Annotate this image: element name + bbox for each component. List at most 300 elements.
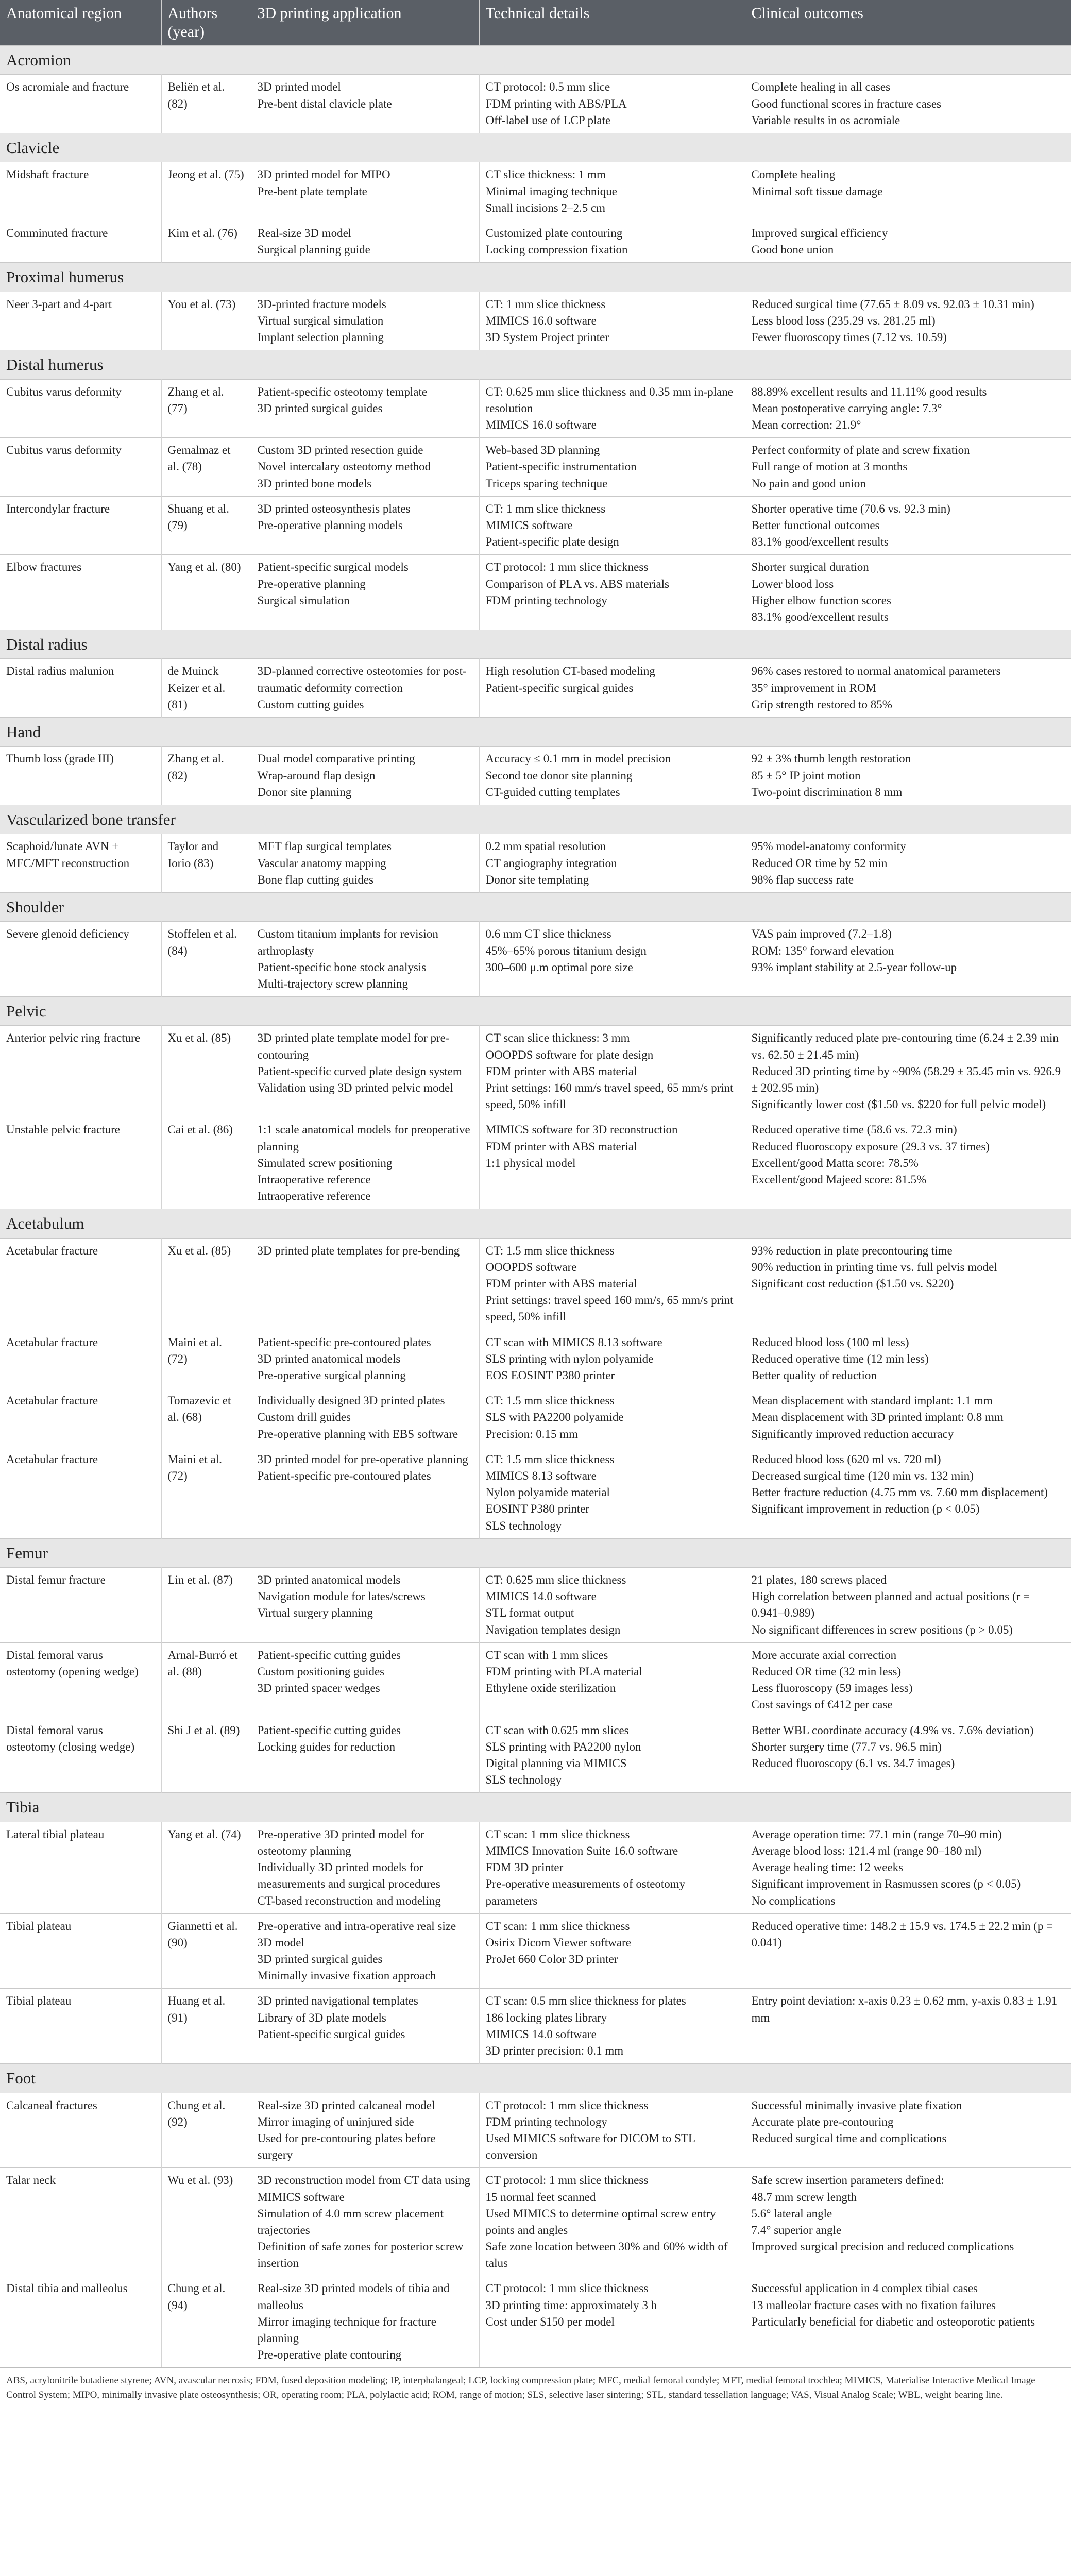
outcomes-cell [745,162,1071,221]
cell-line: Better quality of reduction [751,1369,877,1382]
table-row [0,1822,1071,1913]
cell-line: Significantly reduced plate pre-contouring time (6.24 ± 2.39 min vs. 62.50 ± 21.45 min) [751,1031,1059,1061]
cell-line: FDM printer with ABS material [485,1064,637,1078]
cell-line: Lin et al. (87) [167,1573,233,1587]
cell-line: Minimal imaging technique [485,184,618,198]
cell-line: 3D printer precision: 0.1 mm [485,2044,624,2057]
cell-line: 0.6 mm CT slice thickness [485,927,611,941]
table-row [0,496,1071,555]
cell-line: Donor site templating [485,873,589,886]
cell-line: Successful minimally invasive plate fixation [751,2098,962,2112]
cell-line: MIMICS software for 3D reconstruction [485,1123,678,1137]
cell-line: Customized plate contouring [485,226,623,240]
cell-line: Validation using 3D printed pelvic model [257,1081,453,1095]
cell-line: No complications [751,1894,836,1907]
cell-line: Pre-operative and intra-operative real size 3D model [257,1919,456,1949]
cell-line: Library of 3D plate models [257,2011,386,2024]
section-title: Foot [0,2064,1071,2093]
section-title: Distal humerus [0,350,1071,379]
application-cell [251,659,479,718]
cell-line: 3D printed plate template model for pre-contouring [257,1031,450,1061]
header-clinical-outcomes: Clinical outcomes [745,0,1071,46]
section-row [0,805,1071,834]
cell-line: Chung et al. (92) [167,2098,226,2128]
application-cell [251,1388,479,1447]
cell-line: 7.4° superior angle [751,2223,842,2236]
cell-line: Average blood loss: 121.4 ml (range 90–180 ml) [751,1844,982,1857]
cell-line: Distal tibia and malleolus [6,2282,128,2295]
table-row [0,1989,1071,2064]
cell-line: OOOPDS software for plate design [485,1048,654,1061]
cell-line: Significantly lower cost ($1.50 vs. $220 for full pelvic model) [751,1098,1046,1111]
cell-line: CT: 1 mm slice thickness [485,502,606,515]
cell-line: Significant cost reduction ($1.50 vs. $220) [751,1277,954,1291]
cell-line: EOSINT P380 printer [485,1502,589,1516]
cell-line: Decreased surgical time (120 min vs. 132 min) [751,1469,974,1482]
cell-line: Simulation of 4.0 mm screw placement trajectories [257,2207,444,2236]
cell-line: Significantly improved reduction accuracy [751,1427,954,1440]
authors-cell [161,1388,251,1447]
table-row [0,1642,1071,1718]
cell-line: Virtual surgery planning [257,1606,373,1620]
region-cell [0,1117,161,1209]
cell-line: CT: 1 mm slice thickness [485,297,606,311]
application-cell [251,2093,479,2168]
cell-line: Particularly beneficial for diabetic and osteoporotic patients [751,2315,1035,2328]
cell-line: 300–600 μ.m optimal pore size [485,960,633,974]
application-cell [251,1568,479,1643]
region-cell [0,1388,161,1447]
cell-line: Pre-operative planning with EBS software [257,1427,458,1440]
cell-line: Osirix Dicom Viewer software [485,1936,631,1949]
cell-line: 3D reconstruction model from CT data using MIMICS software [257,2174,470,2204]
outcomes-cell [745,747,1071,805]
cell-line: 3D printed model [257,80,341,94]
cell-line: Calcaneal fractures [6,2098,97,2112]
technical-cell [479,1117,745,1209]
technical-cell [479,1238,745,1330]
application-cell [251,834,479,893]
cell-line: Distal femoral varus osteotomy (opening wedge) [6,1648,139,1679]
cell-line: Safe screw insertion parameters defined: [751,2174,944,2187]
cell-line: Tibial plateau [6,1994,72,2008]
cell-line: 3D-planned corrective osteotomies for post-traumatic deformity correction [257,665,467,694]
cell-line: Mean postoperative carrying angle: 7.3° [751,401,942,415]
cell-line: FDM printing technology [485,594,607,607]
cell-line: 5.6° lateral angle [751,2207,832,2220]
cell-line: Patient-specific osteotomy template [257,385,428,398]
cell-line: Real-size 3D printed calcaneal model [257,2098,435,2112]
cell-line: Less fluoroscopy (59 images less) [751,1682,913,1695]
cell-line: 93% implant stability at 2.5-year follow-up [751,960,957,974]
authors-cell [161,2093,251,2168]
cell-line: Stoffelen et al. (84) [167,927,237,957]
cell-line: VAS pain improved (7.2–1.8) [751,927,892,941]
cell-line: 3D printed navigational templates [257,1994,418,2008]
cell-line: Individually 3D printed models for measurements and surgical procedures [257,1861,440,1891]
application-cell [251,496,479,555]
cell-line: FDM printing technology [485,2115,607,2128]
cell-line: Two-point discrimination 8 mm [751,785,903,799]
region-cell [0,1989,161,2064]
table-row [0,747,1071,805]
section-title: Clavicle [0,133,1071,162]
application-cell [251,1718,479,1793]
cell-line: MIMICS 16.0 software [485,418,597,431]
authors-cell [161,1822,251,1913]
authors-cell [161,1026,251,1117]
cell-line: Severe glenoid deficiency [6,927,129,941]
cell-line: Kim et al. (76) [167,226,237,240]
cell-line: Distal femur fracture [6,1573,106,1587]
application-cell [251,75,479,133]
cell-line: Digital planning via MIMICS [485,1756,627,1770]
cell-line: Dual model comparative printing [257,752,415,766]
technical-cell [479,834,745,893]
cell-line: Yang et al. (74) [167,1827,241,1841]
cell-line: Zhang et al. (82) [167,752,224,782]
cell-line: Pre-operative measurements of osteotomy parameters [485,1877,686,1907]
region-cell [0,1026,161,1117]
cell-line: MIMICS 14.0 software [485,2027,597,2041]
region-cell [0,834,161,893]
cell-line: Small incisions 2–2.5 cm [485,201,606,214]
cell-line: MIMICS Innovation Suite 16.0 software [485,1844,678,1857]
cell-line: 15 normal feet scanned [485,2190,596,2204]
technical-cell [479,922,745,997]
cell-line: You et al. (73) [167,297,236,311]
cell-line: Mean correction: 21.9° [751,418,861,431]
cell-line: Pre-bent plate template [257,184,367,198]
table-row [0,379,1071,438]
technical-cell [479,1642,745,1718]
cell-line: Mirror imaging of uninjured side [257,2115,414,2128]
cell-line: Distal femoral varus osteotomy (closing wedge) [6,1723,135,1753]
application-cell [251,1026,479,1117]
cell-line: CT: 1.5 mm slice thickness [485,1244,615,1257]
cell-line: Unstable pelvic fracture [6,1123,120,1137]
cell-line: CT: 0.625 mm slice thickness and 0.35 mm in-plane resolution [485,385,734,415]
cell-line: FDM printing with ABS/PLA [485,97,627,110]
cell-line: More accurate axial correction [751,1648,897,1662]
cell-line: Acetabular fracture [6,1394,98,1408]
technical-cell [479,1822,745,1913]
cell-line: Reduced fluoroscopy exposure (29.3 vs. 37 times) [751,1140,990,1153]
authors-cell [161,2276,251,2367]
technical-cell [479,555,745,630]
region-cell [0,1330,161,1388]
cell-line: Bone flap cutting guides [257,873,373,886]
region-cell [0,922,161,997]
section-row [0,46,1071,75]
cell-line: MFT flap surgical templates [257,840,392,853]
cell-line: Shuang et al. (79) [167,502,229,532]
cell-line: 85 ± 5° IP joint motion [751,769,861,782]
technical-cell [479,1447,745,1538]
cell-line: Shorter surgery time (77.7 vs. 96.5 min) [751,1740,942,1753]
table-row [0,1447,1071,1538]
authors-cell [161,292,251,350]
section-row [0,263,1071,292]
cell-line: ROM: 135° forward elevation [751,944,894,957]
cell-line: Complete healing [751,168,836,181]
cell-line: CT scan: 1 mm slice thickness [485,1919,630,1933]
cell-line: FDM 3D printer [485,1861,564,1874]
application-cell [251,438,479,497]
cell-line: Reduced OR time (32 min less) [751,1665,902,1679]
cell-line: 3D printed surgical guides [257,401,383,415]
region-cell [0,1642,161,1718]
authors-cell [161,75,251,133]
cell-line: CT: 1.5 mm slice thickness [485,1394,615,1408]
technical-cell [479,438,745,497]
region-cell [0,1238,161,1330]
section-row [0,1209,1071,1238]
cell-line: No pain and good union [751,477,866,490]
region-cell [0,659,161,718]
outcomes-cell [745,555,1071,630]
cell-line: High resolution CT-based modeling [485,665,655,678]
cell-line: Used MIMICS to determine optimal screw entry points and angles [485,2207,716,2236]
cell-line: Taylor and Iorio (83) [167,840,219,870]
cell-line: Cubitus varus deformity [6,385,122,398]
cell-line: Vascular anatomy mapping [257,856,386,870]
section-row [0,1793,1071,1822]
cell-line: Used for pre-contouring plates before surgery [257,2131,436,2162]
cell-line: FDM printing with PLA material [485,1665,642,1679]
cell-line: Patient-specific cutting guides [257,1648,401,1662]
application-cell [251,292,479,350]
cell-line: Locking compression fixation [485,243,628,257]
cell-line: 0.2 mm spatial resolution [485,840,606,853]
cell-line: Gemalmaz et al. (78) [167,444,231,473]
authors-cell [161,221,251,262]
authors-cell [161,1568,251,1643]
cell-line: Novel intercalary osteotomy method [257,460,431,473]
header-3d-printing-application: 3D printing application [251,0,479,46]
technical-cell [479,659,745,718]
table-row [0,221,1071,262]
region-cell [0,1718,161,1793]
cell-line: Complete healing in all cases [751,80,891,94]
cell-line: Simulated screw positioning [257,1156,393,1170]
cell-line: 96% cases restored to normal anatomical parameters [751,665,1001,678]
technical-cell [479,2093,745,2168]
cell-line: Accurate plate pre-contouring [751,2115,894,2128]
cell-line: Shi J et al. (89) [167,1723,240,1737]
cell-line: Huang et al. (91) [167,1994,226,2024]
cell-line: Giannetti et al. (90) [167,1919,238,1949]
region-cell [0,1447,161,1538]
application-cell [251,162,479,221]
header-technical-details: Technical details [479,0,745,46]
cell-line: Significant improvement in reduction (p < 0.05) [751,1502,980,1516]
cell-line: Shorter surgical duration [751,561,869,574]
cell-line: Entry point deviation: x-axis 0.23 ± 0.62 mm, y-axis 0.83 ± 1.91 mm [751,1994,1058,2024]
cell-line: Cost savings of €412 per case [751,1698,893,1711]
cell-line: Custom cutting guides [257,698,364,711]
cell-line: Reduced blood loss (620 ml vs. 720 ml) [751,1452,941,1466]
outcomes-cell [745,379,1071,438]
cell-line: Reduced operative time (58.6 vs. 72.3 min) [751,1123,957,1137]
cell-line: 3D printed spacer wedges [257,1682,380,1695]
cell-line: 186 locking plates library [485,2011,607,2024]
cell-line: Mirror imaging technique for fracture planning [257,2315,436,2345]
cell-line: Shorter operative time (70.6 vs. 92.3 min) [751,502,950,515]
authors-cell [161,379,251,438]
authors-cell [161,1642,251,1718]
cell-line: Perfect conformity of plate and screw fixation [751,444,970,457]
cell-line: Second toe donor site planning [485,769,633,782]
cell-line: Good bone union [751,243,834,257]
cell-line: Excellent/good Majeed score: 81.5% [751,1173,927,1186]
cell-line: Xu et al. (85) [167,1031,231,1045]
cell-line: Os acromiale and fracture [6,80,129,94]
cell-line: Pre-operative plate contouring [257,2348,402,2362]
cell-line: Reduced blood loss (100 ml less) [751,1335,909,1349]
cell-line: Anterior pelvic ring fracture [6,1031,140,1045]
outcomes-cell [745,1913,1071,1989]
technical-cell [479,221,745,262]
cell-line: CT protocol: 1 mm slice thickness [485,2098,649,2112]
table-row [0,2093,1071,2168]
authors-cell [161,1238,251,1330]
cell-line: Mean displacement with standard implant: 1.1 mm [751,1394,993,1408]
cell-line: CT scan slice thickness: 3 mm [485,1031,630,1045]
technical-cell [479,747,745,805]
cell-line: 13 malleolar fracture cases with no fixation failures [751,2298,996,2312]
outcomes-cell [745,1822,1071,1913]
cell-line: SLS printing with nylon polyamide [485,1352,654,1365]
cell-line: Off-label use of LCP plate [485,113,611,127]
cell-line: Real-size 3D printed models of tibia and malleolus [257,2282,450,2312]
section-row [0,997,1071,1026]
cell-line: Patient-specific plate design [485,535,619,549]
cell-line: Individually designed 3D printed plates [257,1394,445,1408]
cell-line: 3D printed model for MIPO [257,168,390,181]
cell-line: CT protocol: 1 mm slice thickness [485,2174,649,2187]
cell-line: CT scan: 1 mm slice thickness [485,1827,630,1841]
cell-line: Full range of motion at 3 months [751,460,908,473]
cell-line: Comparison of PLA vs. ABS materials [485,577,669,590]
cell-line: Pre-operative planning models [257,518,403,532]
cell-line: 93% reduction in plate precontouring time [751,1244,953,1257]
outcomes-cell [745,1642,1071,1718]
cell-line: Lower blood loss [751,577,834,590]
cell-line: CT scan with 0.625 mm slices [485,1723,629,1737]
cell-line: Patient-specific surgical guides [485,681,634,694]
cell-line: de Muinck Keizer et al. (81) [167,665,226,711]
cell-line: Successful application in 4 complex tibial cases [751,2282,978,2295]
technical-cell [479,162,745,221]
technical-cell [479,1718,745,1793]
cell-line: Intraoperative reference [257,1190,371,1203]
application-cell [251,747,479,805]
cell-line: Chung et al. (94) [167,2282,226,2312]
cell-line: ProJet 660 Color 3D printer [485,1953,618,1966]
application-cell [251,555,479,630]
authors-cell [161,922,251,997]
authors-cell [161,2168,251,2276]
table-footnote: ABS, acrylonitrile butadiene styrene; AVN, avascular necrosis; FDM, fused deposition modeling; IP, interphalangeal; LCP, locking compression plate; MFC, medial femoral condyle; MFT, medial femoral trochlea; MIMICS, Materialise Interactive Medical Image Control System; MIPO, minimally invasive plate osteosynthesis; OR, operating room; PLA, polylactic acid; ROM, range of motion; SLS, selective laser sintering; STL, standard tessellation language; VAS, Visual Analog Scale; WBL, weight bearing line. [0,2367,1071,2407]
table-row [0,162,1071,221]
cell-line: MIMICS software [485,518,573,532]
cell-line: Arnal-Burró et al. (88) [167,1648,238,1679]
cell-line: Reduced surgical time (77.65 ± 8.09 vs. 92.03 ± 10.31 min) [751,297,1034,311]
cell-line: STL format output [485,1606,574,1620]
cell-line: SLS technology [485,1519,562,1532]
cell-line: Used MIMICS software for DICOM to STL conversion [485,2131,695,2162]
cell-line: No significant differences in screw positions (p > 0.05) [751,1623,1013,1636]
technical-cell [479,75,745,133]
cell-line: Custom drill guides [257,1411,351,1424]
cell-line: Minimally invasive fixation approach [257,1969,436,1982]
table-row [0,1117,1071,1209]
cell-line: Print settings: travel speed 160 mm/s, 65 mm/s print speed, 50% infill [485,1294,734,1324]
cell-line: Locking guides for reduction [257,1740,396,1753]
outcomes-cell [745,2276,1071,2367]
cell-line: Average healing time: 12 weeks [751,1861,904,1874]
cell-line: MIMICS 14.0 software [485,1590,597,1603]
cell-line: CT: 0.625 mm slice thickness [485,1573,626,1587]
outcomes-cell [745,1388,1071,1447]
outcomes-cell [745,922,1071,997]
region-cell [0,162,161,221]
table-row [0,1718,1071,1793]
cell-line: Scaphoid/lunate AVN + MFC/MFT reconstruction [6,840,130,870]
section-title: Pelvic [0,997,1071,1026]
outcomes-cell [745,834,1071,893]
cell-line: Pre-operative 3D printed model for osteotomy planning [257,1827,424,1857]
outcomes-cell [745,1568,1071,1643]
section-title: Distal radius [0,630,1071,659]
cell-line: CT scan with MIMICS 8.13 software [485,1335,662,1349]
cell-line: CT scan with 1 mm slices [485,1648,608,1662]
table-body [0,46,1071,2368]
cell-line: 3D printed anatomical models [257,1352,401,1365]
section-row [0,892,1071,921]
cell-line: Minimal soft tissue damage [751,184,883,198]
application-cell [251,1642,479,1718]
cell-line: Custom 3D printed resection guide [257,444,423,457]
section-title: Shoulder [0,892,1071,921]
application-cell [251,1913,479,1989]
cell-line: Ethylene oxide sterilization [485,1682,616,1695]
region-cell [0,555,161,630]
cell-line: Pre-bent distal clavicle plate [257,97,392,110]
cell-line: High correlation between planned and actual positions (r = 0.941–0.989) [751,1590,1030,1620]
cell-line: Acetabular fracture [6,1452,98,1466]
cell-line: Web-based 3D planning [485,444,600,457]
cell-line: 83.1% good/excellent results [751,610,889,623]
cell-line: Multi-trajectory screw planning [257,977,409,990]
application-cell [251,1989,479,2064]
cell-line: 21 plates, 180 screws placed [751,1573,887,1587]
cell-line: Navigation module for lates/screws [257,1590,426,1603]
cell-line: Print settings: 160 mm/s travel speed, 65 mm/s print speed, 50% infill [485,1081,734,1111]
outcomes-cell [745,75,1071,133]
cell-line: Distal radius malunion [6,665,114,678]
cell-line: Improved surgical precision and reduced complications [751,2240,1014,2253]
region-cell [0,75,161,133]
authors-cell [161,496,251,555]
cell-line: Reduced operative time (12 min less) [751,1352,929,1365]
authors-cell [161,1913,251,1989]
cell-line: Fewer fluoroscopy times (7.12 vs. 10.59) [751,331,947,344]
cell-line: Reduced OR time by 52 min [751,856,888,870]
outcomes-cell [745,1238,1071,1330]
cell-line: Good functional scores in fracture cases [751,97,941,110]
